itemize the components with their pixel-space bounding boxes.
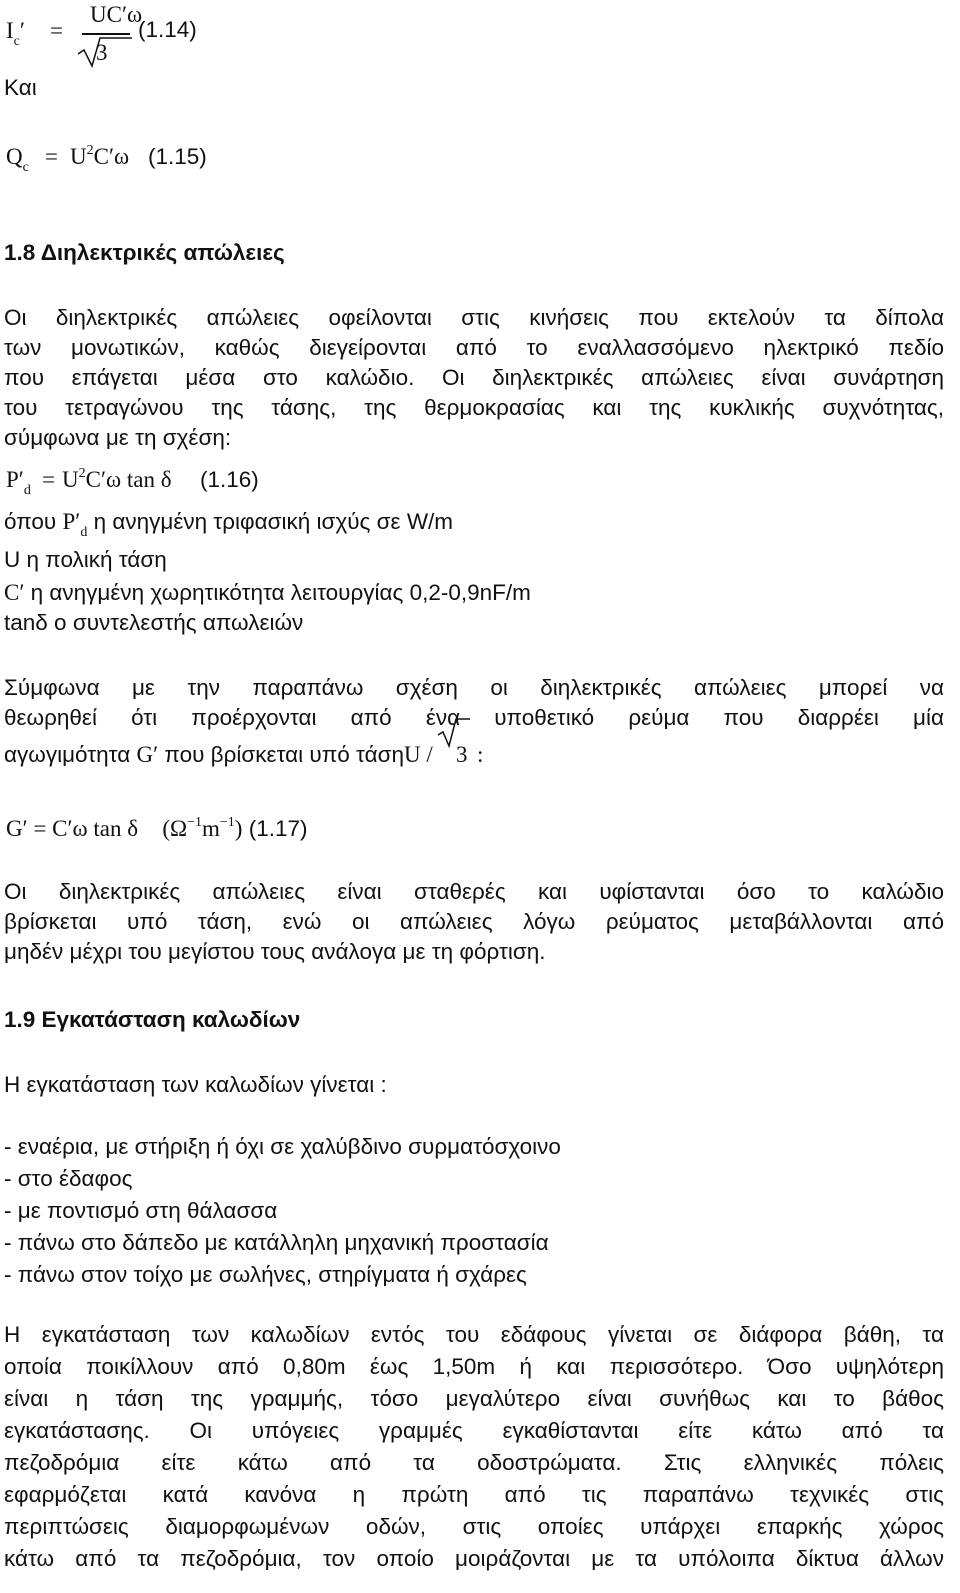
paragraph-line: οποία ποικίλλουν από 0,80m έως 1,50m ή και περισσότερο. Όσο υψηλότερη bbox=[4, 1354, 944, 1379]
eq-lhs: $P'_d$ bbox=[6, 467, 31, 498]
paragraph-constant-losses bbox=[4, 877, 944, 967]
paragraph-dielectric-losses bbox=[4, 303, 944, 453]
eq-denominator: 3 bbox=[96, 40, 108, 65]
list-item: - πάνω στον τοίχο με σωλήνες, στηρίγματα ή σχάρες bbox=[4, 1262, 527, 1287]
equation-1-17 bbox=[6, 814, 308, 848]
section-heading: 1.8 Διηλεκτρικές απώλειες bbox=[4, 240, 285, 265]
section-heading: 1.9 Εγκατάσταση καλωδίων bbox=[4, 1007, 301, 1032]
definition-pd: όπου $P'_d$ η ανηγμένη τριφασική ισχύς σε W/m bbox=[4, 509, 454, 540]
definition-c: C′ η ανηγμένη χωρητικότητα λειτουργίας 0,2-0,9nF/m bbox=[4, 580, 531, 605]
list-item: - με ποντισμό στη θάλασσα bbox=[4, 1198, 278, 1223]
definition-tan: tanδ ο συντελεστής απωλειών bbox=[4, 610, 304, 635]
paragraph-hypothetical-current bbox=[4, 673, 944, 733]
eq-equals: = bbox=[45, 144, 58, 169]
paragraph-line: του τετραγώνου της τάσης, της θερμοκρασίας και της κυκλικής συχνότητας, bbox=[4, 395, 944, 420]
paragraph-line: Σύμφωνα με την παραπάνω σχέση οι διηλεκτρικές απώλειες μπορεί να bbox=[4, 675, 944, 700]
connector-text: Και bbox=[4, 75, 37, 100]
eq-rhs: $U^2C'\omega$ tan δ bbox=[62, 466, 172, 492]
paragraph-line: εγκατάστασης. Οι υπόγειες γραμμές εγκαθίστανται είτε κάτω από τα bbox=[4, 1418, 944, 1443]
paragraph-line: αγωγιμότητα G′ που βρίσκεται υπό τάσηU / 3 : bbox=[4, 740, 483, 770]
paragraph-line: περιπτώσεις διαμορφωμένων οδών, στις οποίες υπάρχει επαρκής χώρος bbox=[4, 1514, 944, 1539]
paragraph-line: που επάγεται μέσα στο καλώδιο. Οι διηλεκτρικές απώλειες είναι συνάρτηση bbox=[4, 365, 944, 390]
paragraph-line: είναι η τάση της γραμμής, τόσο μεγαλύτερο είναι συνήθως και το βάθος bbox=[4, 1386, 944, 1411]
eq-unit: $(\Omega^{-1}m^{-1})$ bbox=[162, 815, 243, 841]
eq-number: (1.15) bbox=[148, 144, 207, 169]
paragraph-line: πεζοδρόμια είτε κάτω από τα οδοστρώματα. Στις ελληνικές πόλεις bbox=[4, 1450, 944, 1475]
paragraph-line: Η εγκατάσταση των καλωδίων εντός του εδάφους γίνεται σε διάφορα βάθη, τα bbox=[4, 1322, 944, 1347]
eq-number: (1.16) bbox=[200, 467, 259, 492]
eq-equals: = bbox=[42, 467, 55, 492]
paragraph-line: βρίσκεται υπό τάση, ενώ οι απώλειες λόγω ρεύματος μεταβάλλονται από bbox=[4, 909, 944, 934]
eq-lhs: $I_c'$ bbox=[6, 18, 25, 49]
eq-equals: = bbox=[50, 18, 63, 43]
list-item: - πάνω στο δάπεδο με κατάλληλη μηχανική προστασία bbox=[4, 1230, 549, 1255]
paragraph-line: μηδέν μέχρι του μεγίστου τους ανάλογα με τη φόρτιση. bbox=[4, 939, 546, 964]
list-item: - στο έδαφος bbox=[4, 1166, 133, 1191]
fraction-bar bbox=[82, 33, 130, 35]
paragraph-installation-depth bbox=[4, 1319, 944, 1575]
paragraph-line: κάτω από τα πεζοδρόμια, τον οποίο μοιράζονται με τα υπόλοιπα δίκτυα άλλων bbox=[4, 1546, 944, 1571]
sqrt-sign: 3 bbox=[439, 740, 469, 770]
paragraph-line: θεωρηθεί ότι προέρχονται από ένα υποθετικό ρεύμα που διαρρέει μία bbox=[4, 705, 944, 730]
eq-numerator: UC′ω bbox=[90, 2, 143, 27]
paragraph-line: Οι διηλεκτρικές απώλειες οφείλονται στις κινήσεις που εκτελούν τα δίπολα bbox=[4, 305, 944, 330]
installation-list bbox=[4, 1131, 561, 1291]
eq-lhs: G′ = C′ω tan δ bbox=[6, 816, 139, 841]
paragraph-line: σύμφωνα με τη σχέση: bbox=[4, 425, 232, 450]
eq-lhs: $Q_c$ bbox=[6, 144, 29, 175]
eq-rhs: $U^2C'\omega$ bbox=[70, 143, 130, 169]
paragraph-line: εφαρμόζεται κατά κανόνα η πρώτη από τις παραπάνω τεχνικές στις bbox=[4, 1482, 944, 1507]
section-intro: Η εγκατάσταση των καλωδίων γίνεται : bbox=[4, 1072, 387, 1097]
paragraph-line: των μονωτικών, καθώς διεγείρονται από το εναλλασσόμενο ηλεκτρικό πεδίο bbox=[4, 335, 944, 360]
eq-number: (1.14) bbox=[138, 17, 197, 42]
list-item: - εναέρια, με στήριξη ή όχι σε χαλύβδινο συρματόσχοινο bbox=[4, 1134, 561, 1159]
paragraph-line: Οι διηλεκτρικές απώλειες είναι σταθερές και υφίστανται όσο το καλώδιο bbox=[4, 879, 944, 904]
definition-u: U η πολική τάση bbox=[4, 547, 167, 572]
eq-number: (1.17) bbox=[248, 816, 308, 841]
